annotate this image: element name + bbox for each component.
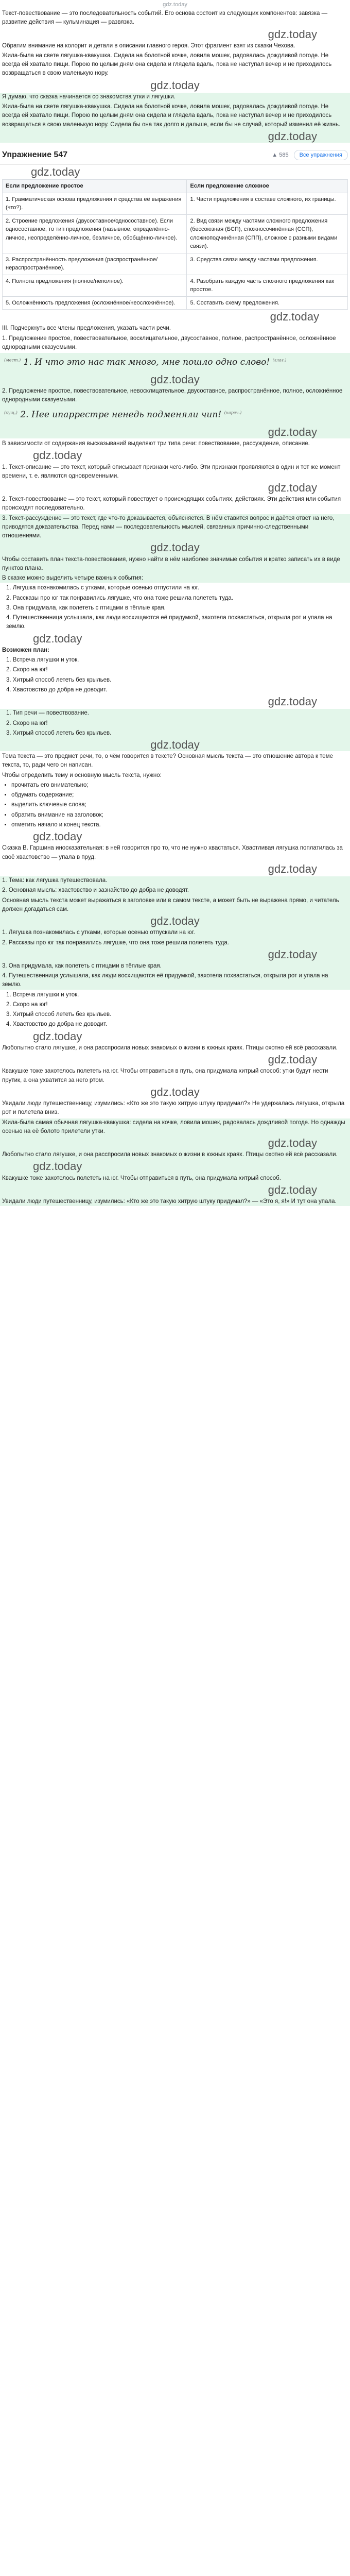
analysis-text-block <box>0 324 350 352</box>
plan-list <box>2 656 348 694</box>
closing-paragraph: Жила-была самая обычная лягушка-квакушка: сидела на кочке, ловила мошек, радовалась дождливой погоде. Но однажды осенью на её болото прилетели утки. <box>2 1119 345 1134</box>
watermark: gdz.today <box>268 1053 317 1066</box>
list-item: 1. Встреча лягушки и уток. <box>6 991 79 998</box>
list-item: 2. Рассказы про юг так понравились лягушке, что она тоже решила полететь туда. <box>6 595 233 601</box>
list-item: 2. Скоро на юг! <box>6 667 48 673</box>
watermark: gdz.today <box>268 481 317 494</box>
theme-paragraph: Чтобы определить тему и основную мысль текста, нужно: <box>2 772 162 778</box>
scheme-label: (сущ.) <box>4 410 18 415</box>
closing-paragraph: Любопытно стало лягушке, и она расспросила новых знакомых о жизни в южных краях. Птицы охотно ей всё рассказали. <box>2 1151 338 1158</box>
conclusion-paragraph: 2. Основная мысль: хвастовство и зазнайство до добра не доводят. <box>2 887 189 894</box>
definition-paragraph: 3. Текст-рассуждение — это текст, где что-то доказывается, объясняется. В нём ставится вопрос и даётся ответ на него, приводятся доказательства. Перед нами — последовательность мыслей, связанных причинно-следственными отношениями. <box>2 515 335 539</box>
list-item: • обратить внимание на заголовок; <box>11 811 348 820</box>
site-header <box>0 0 350 9</box>
watermark: gdz.today <box>268 1183 317 1196</box>
analysis-paragraph: 2. Предложение простое, повествовательное, невосклицательное, двусоставное, распространённое, полное, осложнённое однородными сказуемыми. <box>2 387 343 403</box>
table-cell: 3. Распространённость предложения (распространённое/нераспространённое). <box>3 253 187 275</box>
table-cell: 2. Строение предложения (двусоставное/односоставное). Если односоставное, то тип предложения (назывное, определённо-личное, неопределённо-личное, безличное, обобщённо-личное). <box>3 214 187 253</box>
intro-block <box>0 9 350 92</box>
plan-list <box>2 991 348 1029</box>
closing-paragraph: Увидали люди путешественницу, изумились: «Кто же это такую хитрую штуку придумал?» — «Это я, я!» И тут она упала. <box>2 1198 337 1205</box>
watermark: gdz.today <box>31 165 80 179</box>
table-cell: 4. Разобрать каждую часть сложного предложения как простое. <box>187 275 348 296</box>
steps-list <box>2 781 348 829</box>
list-item: 4. Путешественница услышала, как люди восхищаются её придумкой, захотела похвастаться, открыла рот и упала на землю. <box>6 615 332 630</box>
events-list <box>2 584 348 631</box>
analysis-table-block <box>0 179 350 310</box>
list-item: 2. Скоро на юг! <box>6 1001 48 1008</box>
list-item: 2. Скоро на юг! <box>6 720 48 726</box>
table-row <box>3 275 348 296</box>
closing-paragraph: Увидали люди путешественницу, изумились: «Кто же это такую хитрую штуку придумал?» Не удержалась лягушка, открыла рот и полетела вниз. <box>2 1100 345 1116</box>
list-item: 3. Она придумала, как полететь с птицами в тёплые края. <box>6 604 166 611</box>
highlight-paragraph: Жила-была на свете лягушка-квакушка. Сидела на болотной кочке, ловила мошек, радовалась дождливой погоде. Не всегда ей хватало пищи. Порою по целым дням она сидела и глядела вдаль, пока не наступал вечер и не приходилось возвращаться в свою маленькую нору. Сидела бы она так долго и дальше, если бы не случай, который изменил её жизнь. <box>2 104 341 128</box>
closing-paragraph: Квакушке тоже захотелось полететь на юг. Чтобы отправиться в путь, она придумала хитрый способ: утки будут нести прутик, а она ухватится за него ртом. <box>2 1068 328 1083</box>
watermark: gdz.today <box>33 830 82 843</box>
definition-paragraph: В сказке можно выделить четыре важных события: <box>2 575 144 582</box>
exercise-tools <box>272 150 348 161</box>
definition-paragraph: 1. Текст-описание — это текст, который описывает признаки чего-либо. Эти признаки проявляются в один и тот же момент времени, т. е. являются одновременными. <box>2 464 341 479</box>
scheme-label: (глаг.) <box>272 358 287 363</box>
list-item: • прочитать его внимательно; <box>11 781 348 790</box>
conclusion-paragraph: 3. Она придумала, как полететь с птицами в тёплые края. <box>2 962 162 969</box>
watermark: gdz.today <box>150 78 200 92</box>
watermark: gdz.today <box>150 738 200 751</box>
exercise-header <box>0 146 350 165</box>
list-item: 1. Лягушка познакомилась с утками, которые осенью отпустили на юг. <box>6 585 199 591</box>
scheme-label: (нареч.) <box>224 410 242 415</box>
conclusion-paragraph: 4. Путешественница услышала, как люди восхищаются её придумкой, захотела похвастаться, открыла рот и упала на землю. <box>2 973 328 988</box>
watermark: gdz.today <box>33 1160 82 1173</box>
scheme-text: 1. И что это нас так много, мне пошло одно слово! <box>23 357 270 368</box>
watermark: gdz.today <box>33 1029 82 1043</box>
watermark: gdz.today <box>268 947 317 961</box>
list-item: 4. Хвастовство до добра не доводит. <box>6 686 108 693</box>
conclusion-paragraph: Основная мысль текста может выражаться в заголовке или в самом тексте, а может быть не выражена прямо, и читатель должен догадаться сам. <box>2 897 339 912</box>
theme-paragraph: Тема текста — это предмет речи, то, о чём говорится в тексте? Основная мысль текста — это отношение автора к теме текста, то, ради чего он написан. <box>2 753 334 769</box>
list-item: 4. Хвастовство до добра не доводит. <box>6 1021 108 1028</box>
watermark: gdz.today <box>268 862 317 875</box>
page <box>0 0 350 1206</box>
table-cell: 1. Части предложения в составе сложного, их границы. <box>187 193 348 214</box>
definition-paragraph: Чтобы составить план текста-повествования, нужно найти в нём наиболее значимые события и кратко записать их в виде пунктов плана. <box>2 556 340 571</box>
list-item: 3. Хитрый способ лететь без крыльев. <box>6 1011 112 1018</box>
list-item: 3. Хитрый способ лететь без крыльев. <box>6 730 112 736</box>
plan-highlight-block <box>0 709 350 751</box>
watermark: gdz.today <box>33 632 82 645</box>
closing-paragraph: Любопытно стало лягушке, и она расспросила новых знакомых о жизни в южных краях. Птицы охотно ей всё рассказали. <box>2 1044 338 1051</box>
scheme-text: 2. Нее ипаррестре ненедь подменяли чип! <box>20 410 222 420</box>
watermark: gdz.today <box>268 425 317 438</box>
likes-counter[interactable]: ▲ 585 <box>272 151 289 158</box>
watermark: gdz.today <box>268 1137 317 1149</box>
watermark: gdz.today <box>33 449 82 462</box>
table-row <box>3 296 348 310</box>
table-row <box>3 193 348 214</box>
conclusion-paragraph: 2. Рассказы про юг так понравились лягушке, что она тоже решила полететь туда. <box>2 939 229 946</box>
analysis-paragraph: 1. Предложение простое, повествовательное, восклицательное, двусоставное, полное, распространённое, осложнённое однородными сказуемыми. <box>2 335 336 350</box>
exercise-title: Упражнение 547 <box>2 150 68 160</box>
conclusion-paragraph: 1. Лягушка познакомилась с утками, которые осенью отпускали на юг. <box>2 929 195 936</box>
watermark: gdz.today <box>268 129 317 143</box>
list-item: • обдумать содержание; <box>11 791 348 800</box>
reasoning-block <box>0 514 350 583</box>
table-row <box>3 214 348 253</box>
conclusion-paragraph: Сказка В. Гаршина иносказательная: в ней говорится про то, что не нужно хвастаться. Хвастливая лягушка поплатилась за своё хвастовство — упала в пруд. <box>2 845 343 860</box>
all-exercises-button[interactable]: Все упражнения <box>294 150 348 161</box>
intro-paragraph: Текст-повествование — это последовательность событий. Его основа состоит из следующих компонентов: завязка — развитие действия — кульминация — развязка. <box>2 10 328 26</box>
list-item: 1. Тип речи — повествование. <box>6 710 89 717</box>
closing-block <box>0 991 350 1117</box>
closing-paragraph: Квакушке тоже захотелось полететь на юг. Чтобы отправиться в путь, она придумала хитрый способ. <box>2 1175 281 1181</box>
list-item: • выделить ключевые слова; <box>11 801 348 809</box>
watermark: gdz.today <box>150 541 200 554</box>
watermark: gdz.today <box>268 695 317 708</box>
conclusion-paragraph: 1. Тема: как лягушка путешествовала. <box>2 877 108 884</box>
list-item: 3. Хитрый способ лететь без крыльев. <box>6 676 112 683</box>
highlight-paragraph: Я думаю, что сказка начинается со знакомства утки и лягушки. <box>2 93 176 100</box>
watermark: gdz.today <box>150 372 200 386</box>
table-cell: 3. Средства связи между частями предложения. <box>187 253 348 275</box>
table-header: Если предложение простое <box>3 180 187 193</box>
intro-paragraph: Обратим внимание на колорит и детали в описании главного героя. Этот фрагмент взят из сказки Чехова. <box>2 42 295 49</box>
table-header: Если предложение сложное <box>187 180 348 193</box>
site-logo[interactable]: gdz.today <box>163 1 187 8</box>
plan-list <box>2 709 348 738</box>
watermark: gdz.today <box>268 27 317 41</box>
watermark: gdz.today <box>270 310 319 324</box>
analysis-table <box>2 179 348 310</box>
table-cell: 1. Грамматическая основа предложения и средства её выражения (что?). <box>3 193 187 214</box>
table-cell: 4. Полнота предложения (полное/неполное). <box>3 275 187 296</box>
watermark: gdz.today <box>150 914 200 928</box>
list-item: 1. Встреча лягушки и уток. <box>6 657 79 664</box>
definitions-block <box>0 439 350 513</box>
conclusion-block <box>0 876 350 990</box>
table-row <box>3 253 348 275</box>
events-block <box>0 584 350 708</box>
scheme-label: (мест.) <box>4 358 21 363</box>
table-cell: 5. Составить схему предложения. <box>187 296 348 310</box>
intro-paragraph: Жила-была на свете лягушка-квакушка. Сидела на болотной кочке, ловила мошек, радовалась дождливой погоде. Не всегда ей хватало пищи. Порою по целым дням она сидела и глядела вдаль, пока не наступал вечер и не приходилось возвращаться в свою маленькую нору. <box>2 52 332 77</box>
theme-block <box>0 752 350 875</box>
definition-paragraph: 2. Текст-повествование — это текст, который повествует о происходящих событиях, действиях. Эти действия или события происходят последовательно. <box>2 496 341 512</box>
highlight-block <box>0 93 350 143</box>
watermark: gdz.today <box>150 1085 200 1098</box>
definition-paragraph: В зависимости от содержания высказываний выделяют три типа речи: повествование, рассуждение, описание. <box>2 440 310 447</box>
scheme-block <box>0 353 350 438</box>
analysis-paragraph: III. Подчеркнуть все члены предложения, указать части речи. <box>2 325 171 332</box>
plan-title: Возможен план: <box>2 647 49 653</box>
table-cell: 5. Осложнённость предложения (осложнённое/неосложнённое). <box>3 296 187 310</box>
sentence-scheme <box>2 405 348 425</box>
list-item: • отметить начало и конец текста. <box>11 821 348 829</box>
sentence-scheme <box>2 353 348 372</box>
closing-highlight-block <box>0 1118 350 1207</box>
table-cell: 2. Вид связи между частями сложного предложения (бессоюзная (БСП), сложносочинённая (ССП), сложноподчинённая (СПП), сложное с разными видами связи). <box>187 214 348 253</box>
